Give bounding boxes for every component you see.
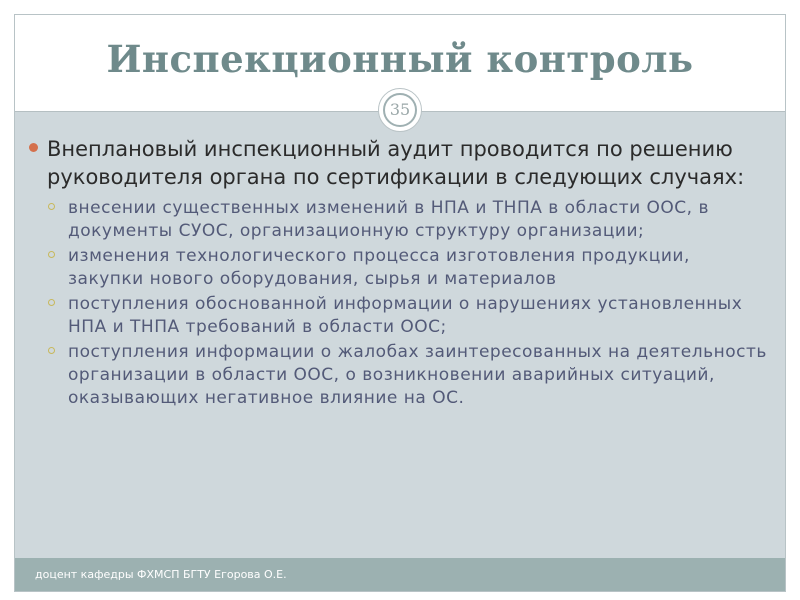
slide xyxy=(14,14,786,592)
slide-content xyxy=(29,135,769,412)
sub-bullet-item xyxy=(29,197,769,243)
slide-title: Инспекционный контроль xyxy=(106,37,694,81)
main-point-text: Внеплановый инспекционный аудит проводится по решению руководителя органа по сертификации в следующих случаях: xyxy=(47,137,745,189)
main-bullet-item xyxy=(29,135,769,191)
sub-point-text: изменения технологического процесса изготовления продукции, закупки нового оборудования, сырья и материалов xyxy=(68,246,690,289)
circle-bullet-icon xyxy=(48,347,55,354)
sub-bullet-item xyxy=(29,341,769,410)
sub-point-text: внесении существенных изменений в НПА и ТНПА в области ООС, в документы СУОС, организационную структуру организации; xyxy=(68,198,710,241)
bullet-dot-icon xyxy=(29,143,38,152)
footer-author: доцент кафедры ФХМСП БГТУ Егорова О.Е. xyxy=(35,568,287,581)
sub-bullet-item xyxy=(29,245,769,291)
sub-point-text: поступления обоснованной информации о нарушениях установленных НПА и ТНПА требований в области ООС; xyxy=(68,294,743,337)
circle-bullet-icon xyxy=(48,203,55,210)
sub-bullet-item xyxy=(29,293,769,339)
footer-bar xyxy=(15,558,785,592)
sub-bullet-list xyxy=(29,197,769,410)
page-number-badge xyxy=(378,88,422,132)
circle-bullet-icon xyxy=(48,251,55,258)
circle-bullet-icon xyxy=(48,299,55,306)
page-number: 35 xyxy=(383,93,417,127)
sub-point-text: поступления информации о жалобах заинтересованных на деятельность организации в области ООС, о возникновении аварийных ситуаций, оказывающих негативное влияние на ОС. xyxy=(68,342,767,408)
